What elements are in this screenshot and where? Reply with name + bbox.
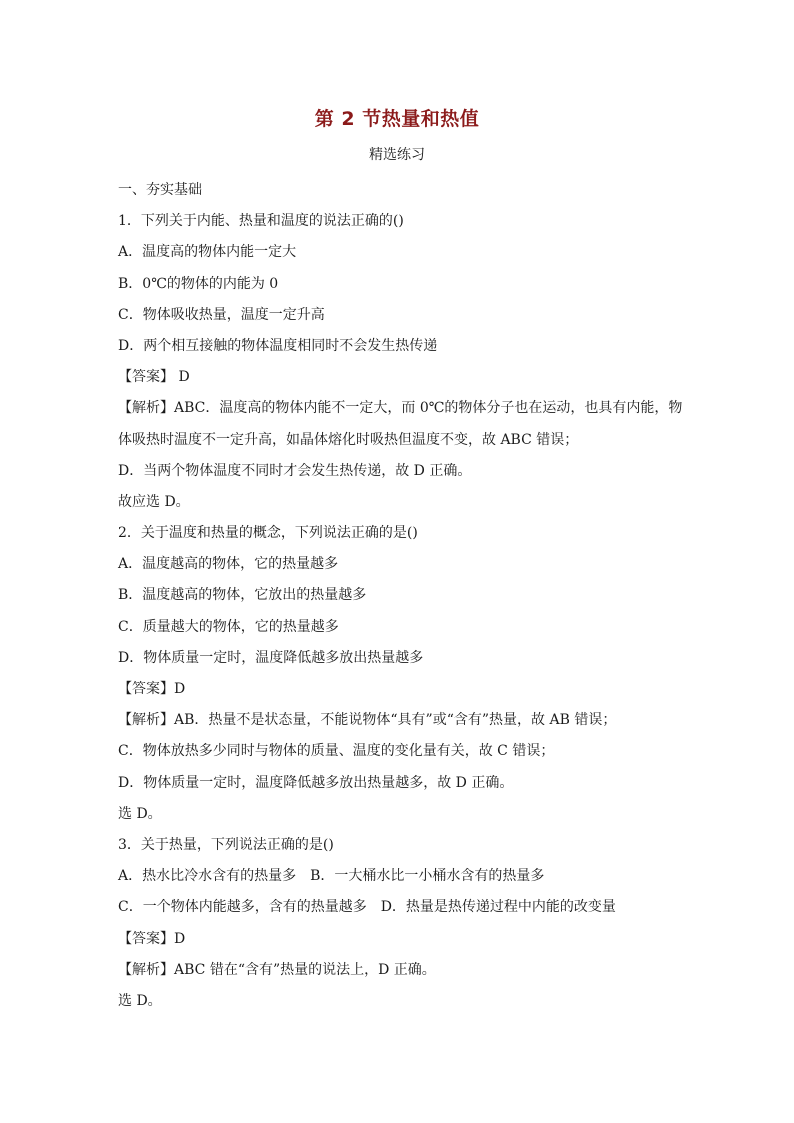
- analysis-line: 体吸热时温度不一定升高，如晶体熔化时吸热但温度不变，故 ABC 错误；: [118, 431, 579, 448]
- document-body: [118, 175, 718, 1017]
- answer-line: 【答案】D: [118, 930, 186, 947]
- option-line: D．两个相互接触的物体温度相同时不会发生热传递: [118, 337, 438, 354]
- option-line: C．质量越大的物体，它的热量越多: [118, 618, 339, 635]
- option-line: C．一个物体内能越多，含有的热量越多 D．热量是热传递过程中内能的改变量: [118, 899, 616, 916]
- question-2: 2．关于温度和热量的概念，下列说法正确的是(): [118, 525, 418, 542]
- conclusion-line: 选 D。: [118, 805, 162, 822]
- analysis-line: 【解析】ABC 错在“含有”热量的说法上，D 正确。: [118, 961, 436, 978]
- option-line: A．温度越高的物体，它的热量越多: [118, 556, 339, 573]
- page-subtitle: 精选练习: [369, 147, 425, 163]
- question-3: 3．关于热量，下列说法正确的是(): [118, 836, 334, 853]
- option-line: D．物体质量一定时，温度降低越多放出热量越多: [118, 649, 424, 666]
- analysis-line: 【解析】ABC．温度高的物体内能不一定大，而 0℃的物体分子也在运动，也具有内能，物: [118, 400, 683, 417]
- conclusion-line: 故应选 D。: [118, 493, 190, 510]
- conclusion-line: 选 D。: [118, 992, 162, 1009]
- page-title: 第 2 节热量和热值: [314, 108, 480, 130]
- option-line: B．温度越高的物体，它放出的热量越多: [118, 587, 367, 604]
- answer-line: 【答案】D: [118, 681, 186, 697]
- option-line: C．物体吸收热量，温度一定升高: [118, 306, 325, 323]
- analysis-line: 【解析】AB．热量不是状态量，不能说物体“具有”或“含有”热量，故 AB 错误；: [118, 712, 617, 729]
- option-line: B．0℃的物体的内能为 0: [118, 275, 279, 292]
- answer-line: 【答案】 D: [118, 369, 190, 386]
- option-line: A．热水比冷水含有的热量多 B．一大桶水比一小桶水含有的热量多: [118, 868, 545, 885]
- option-line: A．温度高的物体内能一定大: [118, 244, 297, 261]
- analysis-line: D．物体质量一定时，温度降低越多放出热量越多，故 D 正确。: [118, 774, 514, 791]
- analysis-line: C．物体放热多少同时与物体的质量、温度的变化量有关，故 C 错误；: [118, 743, 555, 760]
- section-heading: 一、夯实基础: [118, 182, 202, 198]
- question-1: 1．下列关于内能、热量和温度的说法正确的(): [118, 213, 404, 230]
- analysis-line: D．当两个物体温度不同时才会发生热传递，故 D 正确。: [118, 462, 472, 479]
